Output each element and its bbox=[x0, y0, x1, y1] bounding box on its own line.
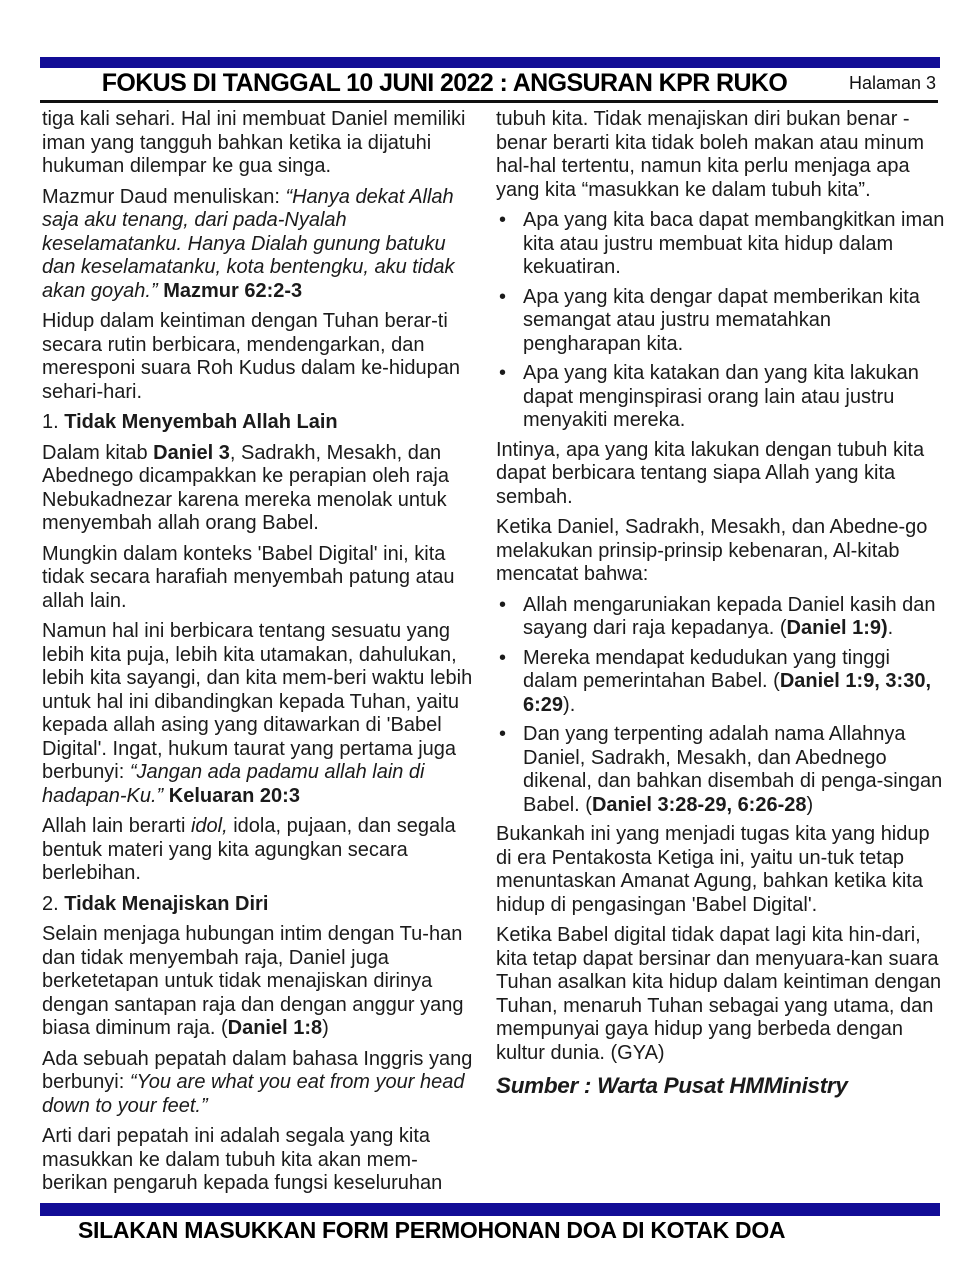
source-line bbox=[496, 1074, 946, 1098]
paragraph bbox=[42, 620, 478, 808]
bullet-icon: • bbox=[499, 593, 507, 616]
paragraph bbox=[42, 923, 478, 1041]
text-segment: Arti dari pepatah ini adalah segala yang kita masukkan ke dalam tubuh kita akan mem-berikan pengaruh kepada fungsi keseluruhan bbox=[42, 1125, 443, 1194]
text-segment: Hidup dalam keintiman dengan Tuhan berar-ti secara rutin berbicara, mendengarkan, dan meresponi suara Roh Kudus dalam ke-hidupan sehari-hari. bbox=[42, 310, 461, 403]
bullet-icon: • bbox=[499, 285, 507, 308]
text-segment: Daniel 1:9, 3:30, 6:29 bbox=[523, 670, 932, 716]
text-segment: Ada sebuah pepatah dalam bahasa Inggris yang berbunyi: bbox=[42, 1047, 473, 1093]
bullet-text bbox=[523, 647, 946, 718]
paragraph bbox=[42, 1125, 478, 1196]
text-segment: “Jangan ada padamu allah lain di hadapan-Ku.” bbox=[42, 761, 425, 807]
text-segment: Tidak Menajiskan Diri bbox=[64, 892, 269, 915]
paragraph bbox=[42, 1048, 478, 1119]
bullet-text bbox=[523, 594, 946, 641]
section-heading bbox=[42, 893, 478, 917]
text-segment: idol, bbox=[190, 815, 228, 837]
bottom-accent-bar bbox=[40, 1203, 940, 1216]
bullet-text bbox=[523, 723, 946, 817]
text-segment: Dan yang terpenting adalah nama Allahnya Daniel, Sadrakh, Mesakh, dan Abednego dikenal, dan bahkan disembah di penga-singan Babel. ( bbox=[523, 723, 943, 816]
text-segment: Apa yang kita katakan dan yang kita lakukan dapat menginspirasi orang lain atau justru menyakiti mereka. bbox=[523, 362, 919, 431]
text-segment: , Sadrakh, Mesakh, dan Abednego dicampakkan ke perapian oleh raja Nebukadnezar karena mereka menolak untuk menyembah allah orang Babel. bbox=[42, 441, 449, 534]
page-title: FOKUS DI TANGGAL 10 JUNI 2022 : ANGSURAN KPR RUKO bbox=[101, 68, 788, 97]
text-segment: Sumber : Warta Pusat HMMinistry bbox=[496, 1073, 848, 1098]
text-segment: ). bbox=[563, 693, 576, 716]
text-segment: “Hanya dekat Allah saja aku tenang, dari pada-Nyalah keselamatanku. Hanya Dialah gunung batuku dan keselamatanku, kota bentengku, aku tidak akan goyah.” bbox=[42, 185, 455, 302]
bullet-item bbox=[496, 594, 946, 641]
paragraph bbox=[42, 815, 478, 886]
text-segment: tiga kali sehari. Hal ini membuat Daniel memiliki iman yang tangguh bahkan ketika ia dijatuhi hukuman dilempar ke gua singa. bbox=[42, 108, 466, 177]
paragraph bbox=[496, 516, 946, 587]
page-number-label: Halaman 3 bbox=[848, 72, 936, 93]
text-segment: idola, pujaan, dan segala bentuk materi yang kita agungkan secara berlebihan. bbox=[42, 815, 456, 884]
bullet-item bbox=[496, 209, 946, 280]
text-segment: Daniel 3 bbox=[153, 441, 230, 464]
bullet-item bbox=[496, 647, 946, 718]
page-header bbox=[40, 66, 938, 100]
text-segment: tubuh kita. Tidak menajiskan diri bukan benar -benar berarti kita tidak boleh makan atau minum hal-hal tertentu, namun kita perlu menjaga apa yang kita “masukkan ke dalam tubuh kita”. bbox=[496, 108, 925, 201]
text-segment: 1. bbox=[42, 411, 65, 433]
text-segment: Allah lain berarti bbox=[42, 815, 191, 837]
text-segment: Daniel 1:9) bbox=[786, 617, 888, 639]
text-segment: Ketika Daniel, Sadrakh, Mesakh, dan Abedne-go melakukan prinsip-prinsip kebenaran, Al-kitab mencatat bahwa: bbox=[496, 516, 928, 585]
section-heading bbox=[42, 411, 478, 435]
text-segment: Daniel 3:28-29, 6:26-28 bbox=[591, 793, 807, 816]
text-segment: 2. bbox=[42, 892, 65, 915]
paragraph bbox=[496, 439, 946, 510]
bullet-item bbox=[496, 286, 946, 357]
text-segment: Tidak Menyembah Allah Lain bbox=[64, 411, 338, 433]
bullet-icon: • bbox=[499, 362, 507, 384]
text-segment: Mazmur 62:2-3 bbox=[163, 279, 303, 302]
text-segment: Ketika Babel digital tidak dapat lagi kita hin-dari, kita tetap dapat bersinar dan menyuara-kan suara Tuhan asalkan kita hidup dalam keintiman dengan Tuhan, menaruh Tuhan sebagai yang utama, dan mempunyai gaya hidup yang berbeda dengan kultur dunia. (GYA) bbox=[496, 924, 942, 1064]
text-segment: Mazmur Daud menuliskan: bbox=[42, 185, 286, 208]
text-segment: Bukankah ini yang menjadi tugas kita yang hidup di era Pentakosta Ketiga ini, yaitu un-tuk tetap menuntaskan Amanat Agung, bahkan ketika kita hidup di pengasingan 'Babel Digital'. bbox=[496, 823, 930, 916]
bullet-text bbox=[523, 286, 946, 357]
text-segment: Selain menjaga hubungan intim dengan Tu-han dan tidak menyembah raja, Daniel juga berketetapan untuk tidak menajiskan dirinya dengan santapan raja dan dengan anggur yang biasa diminum raja. ( bbox=[42, 923, 464, 1039]
text-segment: Apa yang kita dengar dapat memberikan kita semangat atau justru mematahkan pengharapan kita. bbox=[523, 285, 920, 355]
bullet-item bbox=[496, 723, 946, 817]
paragraph bbox=[42, 442, 478, 536]
bullet-icon: • bbox=[499, 646, 507, 669]
text-segment: Mungkin dalam konteks 'Babel Digital' ini, kita tidak secara harafiah menyembah patung atau allah lain. bbox=[42, 542, 455, 612]
bullet-text bbox=[523, 362, 946, 433]
text-segment: Dalam kitab bbox=[42, 441, 154, 464]
text-segment: Namun hal ini berbicara tentang sesuatu yang lebih kita puja, lebih kita utamakan, dahulukan, lebih kita sayangi, dan kita mem-beri waktu lebih untuk hal ini dibandingkan kepada Tuhan, yaitu kepada allah asing yang ditawarkan di 'Babel Digital'. Ingat, hukum taurat yang pertama juga berbunyi: bbox=[42, 620, 473, 783]
bullet-text bbox=[523, 209, 946, 280]
bullet-icon: • bbox=[499, 723, 507, 745]
paragraph bbox=[496, 924, 946, 1065]
text-segment: Daniel 1:8 bbox=[227, 1017, 323, 1039]
text-segment: ) bbox=[322, 1017, 329, 1039]
footer-notice: SILAKAN MASUKKAN FORM PERMOHONAN DOA DI KOTAK DOA bbox=[78, 1217, 786, 1243]
article-column-right bbox=[496, 108, 946, 1200]
paragraph bbox=[42, 108, 478, 179]
paragraph bbox=[496, 823, 946, 917]
text-segment: Mereka mendapat kedudukan yang tinggi dalam pemerintahan Babel. ( bbox=[523, 646, 890, 692]
paragraph bbox=[42, 310, 478, 404]
text-segment: Intinya, apa yang kita lakukan dengan tubuh kita dapat berbicara tentang siapa Allah yang kita sembah. bbox=[496, 438, 925, 508]
text-segment: Allah mengaruniakan kepada Daniel kasih dan sayang dari raja kepadanya. ( bbox=[523, 593, 936, 639]
text-segment: Keluaran 20:3 bbox=[168, 784, 300, 807]
article-column-left bbox=[42, 108, 478, 1200]
text-segment: . bbox=[887, 617, 894, 639]
paragraph bbox=[496, 108, 946, 202]
text-segment: Apa yang kita baca dapat membangkitkan iman kita atau justru membuat kita hidup dalam kekuatiran. bbox=[523, 209, 945, 278]
bullet-icon: • bbox=[499, 209, 507, 231]
text-segment: “You are what you eat from your head down to your feet.” bbox=[42, 1071, 465, 1117]
paragraph bbox=[42, 186, 478, 304]
paragraph bbox=[42, 543, 478, 614]
header-divider bbox=[40, 100, 938, 103]
bullet-item bbox=[496, 362, 946, 433]
text-segment: ) bbox=[806, 793, 814, 816]
